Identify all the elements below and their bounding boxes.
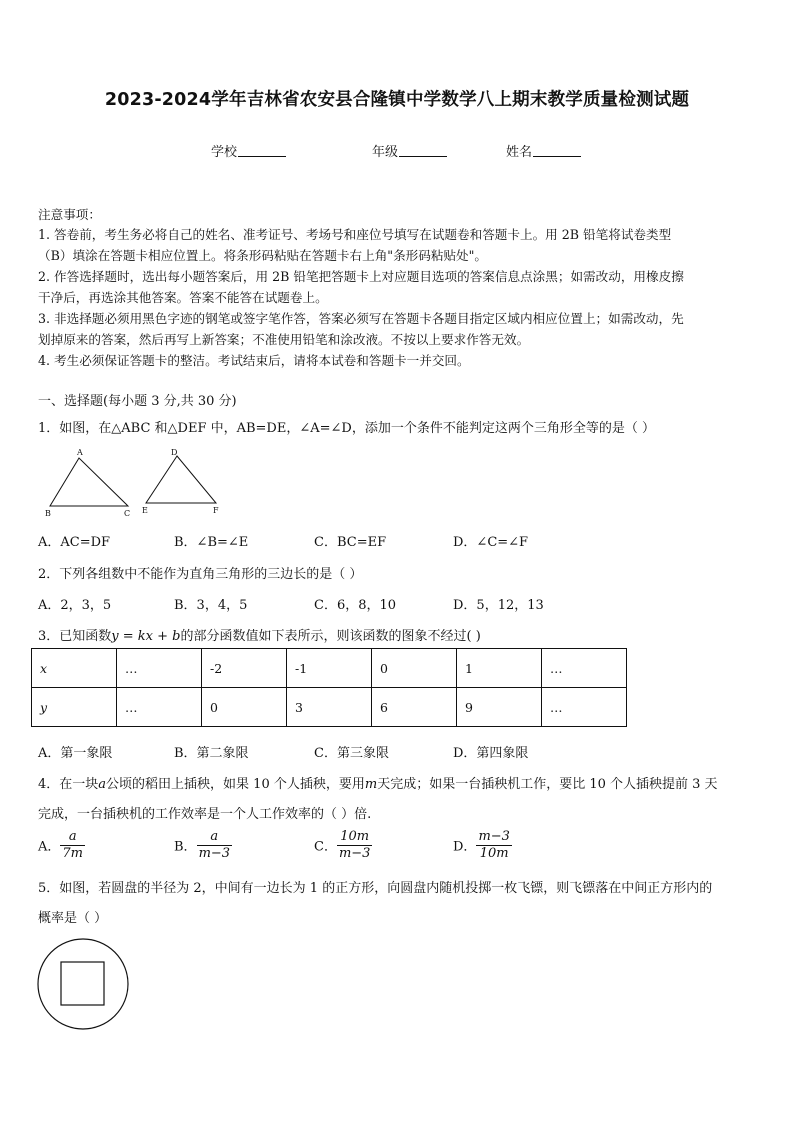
option-label: B． bbox=[174, 839, 197, 855]
notice-line: 4. 考生必须保证答题卡的整洁。考试结束后，请将本试卷和答题卡一并交回。 bbox=[38, 353, 470, 368]
q3-value-table bbox=[31, 648, 627, 727]
q4-var-a: a bbox=[98, 777, 107, 792]
q2-option-c[interactable]: C．6，8，10 bbox=[314, 598, 397, 613]
q2-option-b[interactable]: B．3，4，5 bbox=[174, 598, 248, 613]
q1-stem: 1．如图，在△ABC 和△DEF 中，AB=DE，∠A=∠D，添加一个条件不能判定这两个三角形全等的是（ ） bbox=[38, 421, 655, 436]
school-field bbox=[211, 141, 286, 160]
q4-option-d[interactable] bbox=[453, 829, 512, 861]
table-cell: 9 bbox=[457, 688, 542, 727]
fraction bbox=[337, 829, 373, 861]
name-label: 姓名 bbox=[506, 145, 533, 160]
q4-option-a[interactable] bbox=[38, 829, 85, 861]
option-label: D． bbox=[453, 839, 477, 855]
table-cell: 6 bbox=[372, 688, 457, 727]
q2-stem: 2．下列各组数中不能作为直角三角形的三边长的是（ ） bbox=[38, 567, 363, 582]
option-label: A． bbox=[38, 839, 61, 855]
table-cell: 3 bbox=[287, 688, 372, 727]
q2-option-d[interactable]: D．5，12，13 bbox=[453, 598, 544, 613]
fraction-denominator: 7m bbox=[62, 845, 83, 861]
fraction-denominator: m−3 bbox=[198, 845, 231, 861]
page-title: 2023-2024学年吉林省农安县合隆镇中学数学八上期末教学质量检测试题 bbox=[104, 90, 690, 110]
fraction-denominator: 10m bbox=[479, 845, 509, 861]
q4-line2: 完成，一台插秧机的工作效率是一个人工作效率的（ ）倍. bbox=[38, 807, 372, 822]
q3-option-b[interactable]: B．第二象限 bbox=[174, 746, 249, 761]
label-b: B bbox=[45, 509, 51, 518]
q3-formula: y = kx + b bbox=[111, 629, 181, 644]
center-square bbox=[61, 962, 104, 1005]
notice-line: 干净后，再选涂其他答案。答案不能答在试题卷上。 bbox=[38, 290, 328, 305]
table-cell: 1 bbox=[457, 649, 542, 688]
q3-option-a[interactable]: A．第一象限 bbox=[38, 746, 113, 761]
table-cell: … bbox=[542, 649, 627, 688]
q1-triangles-figure bbox=[38, 446, 228, 520]
table-cell: y bbox=[32, 688, 117, 727]
q1-option-c[interactable]: C．BC=EF bbox=[314, 535, 387, 550]
table-cell: x bbox=[32, 649, 117, 688]
label-d: D bbox=[171, 448, 178, 457]
q4-text: 公顷的稻田上插秧，如果 10 个人插秧，要用 bbox=[106, 777, 365, 792]
label-f: F bbox=[213, 506, 219, 515]
grade-blank[interactable] bbox=[399, 144, 447, 157]
table-cell: … bbox=[117, 688, 202, 727]
fraction-denominator: m−3 bbox=[338, 845, 371, 861]
q4-line1 bbox=[38, 773, 718, 792]
q5-line2: 概率是（ ） bbox=[38, 911, 108, 926]
name-blank[interactable] bbox=[533, 144, 581, 157]
disk-circle bbox=[38, 939, 128, 1029]
notice-line: 2. 作答选择题时，选出每小题答案后，用 2B 铅笔把答题卡上对应题目选项的答案信息点涂黑；如需改动，用橡皮擦 bbox=[38, 269, 684, 284]
fraction-numerator: 10m bbox=[337, 829, 373, 846]
q4-text: 天完成；如果一台插秧机工作，要比 10 个人插秧提前 3 天 bbox=[377, 777, 718, 792]
notice-line: 3. 非选择题必须用黑色字迹的钢笔或签字笔作答，答案必须写在答题卡各题目指定区域内相应位置上；如需改动，先 bbox=[38, 311, 684, 326]
school-blank[interactable] bbox=[238, 144, 286, 157]
q3-stem-prefix: 3．已知函数 bbox=[38, 629, 112, 644]
table-cell: 0 bbox=[202, 688, 287, 727]
q4-var-m: m bbox=[364, 777, 378, 792]
fraction-numerator: a bbox=[60, 829, 85, 846]
label-a: A bbox=[77, 448, 83, 457]
school-label: 学校 bbox=[211, 145, 238, 160]
fraction bbox=[476, 829, 512, 861]
label-c: C bbox=[124, 509, 131, 518]
label-e: E bbox=[142, 506, 148, 515]
table-cell: … bbox=[542, 688, 627, 727]
notice-heading: 注意事项： bbox=[38, 207, 101, 222]
name-field bbox=[506, 141, 581, 160]
q1-option-d[interactable]: D．∠C=∠F bbox=[453, 535, 529, 550]
section-heading: 一、选择题(每小题 3 分,共 30 分) bbox=[38, 394, 237, 409]
q2-option-a[interactable]: A．2，3，5 bbox=[38, 598, 112, 613]
table-cell: -1 bbox=[287, 649, 372, 688]
table-cell: 0 bbox=[372, 649, 457, 688]
notice-line: （B）填涂在答题卡相应位置上。将条形码粘贴在答题卡右上角"条形码粘贴处"。 bbox=[38, 248, 488, 263]
q4-option-b[interactable] bbox=[174, 829, 232, 861]
q4-text: 4．在一块 bbox=[38, 777, 99, 792]
q1-option-a[interactable]: A．AC=DF bbox=[38, 535, 111, 550]
table-row bbox=[32, 649, 627, 688]
fraction-numerator: m−3 bbox=[478, 829, 510, 844]
grade-label: 年级 bbox=[372, 145, 399, 160]
q3-stem bbox=[38, 625, 481, 644]
fraction-numerator: a bbox=[197, 829, 233, 846]
table-cell: … bbox=[117, 649, 202, 688]
option-label: C． bbox=[314, 839, 337, 855]
q3-stem-suffix: 的部分函数值如下表所示，则该函数的图象不经过( ) bbox=[180, 629, 481, 644]
q5-disk-figure bbox=[36, 938, 132, 1032]
triangle-abc bbox=[50, 458, 128, 506]
q1-option-b[interactable]: B．∠B=∠E bbox=[174, 535, 249, 550]
q5-line1: 5．如图，若圆盘的半径为 2，中间有一边长为 1 的正方形，向圆盘内随机投掷一枚飞镖，则飞镖落在中间正方形内的 bbox=[38, 881, 713, 896]
notice-line: 1. 答卷前，考生务必将自己的姓名、准考证号、考场号和座位号填写在试题卷和答题卡上。用 2B 铅笔将试卷类型 bbox=[38, 227, 672, 242]
q3-option-d[interactable]: D．第四象限 bbox=[453, 746, 529, 761]
fraction bbox=[197, 829, 233, 861]
grade-field bbox=[372, 141, 447, 160]
q3-option-c[interactable]: C．第三象限 bbox=[314, 746, 389, 761]
table-row bbox=[32, 688, 627, 727]
table-cell: -2 bbox=[202, 649, 287, 688]
q4-option-c[interactable] bbox=[314, 829, 372, 861]
fraction bbox=[60, 829, 85, 861]
triangle-def bbox=[146, 456, 216, 503]
notice-line: 划掉原来的答案，然后再写上新答案；不准使用铅笔和涂改液。不按以上要求作答无效。 bbox=[38, 332, 530, 347]
